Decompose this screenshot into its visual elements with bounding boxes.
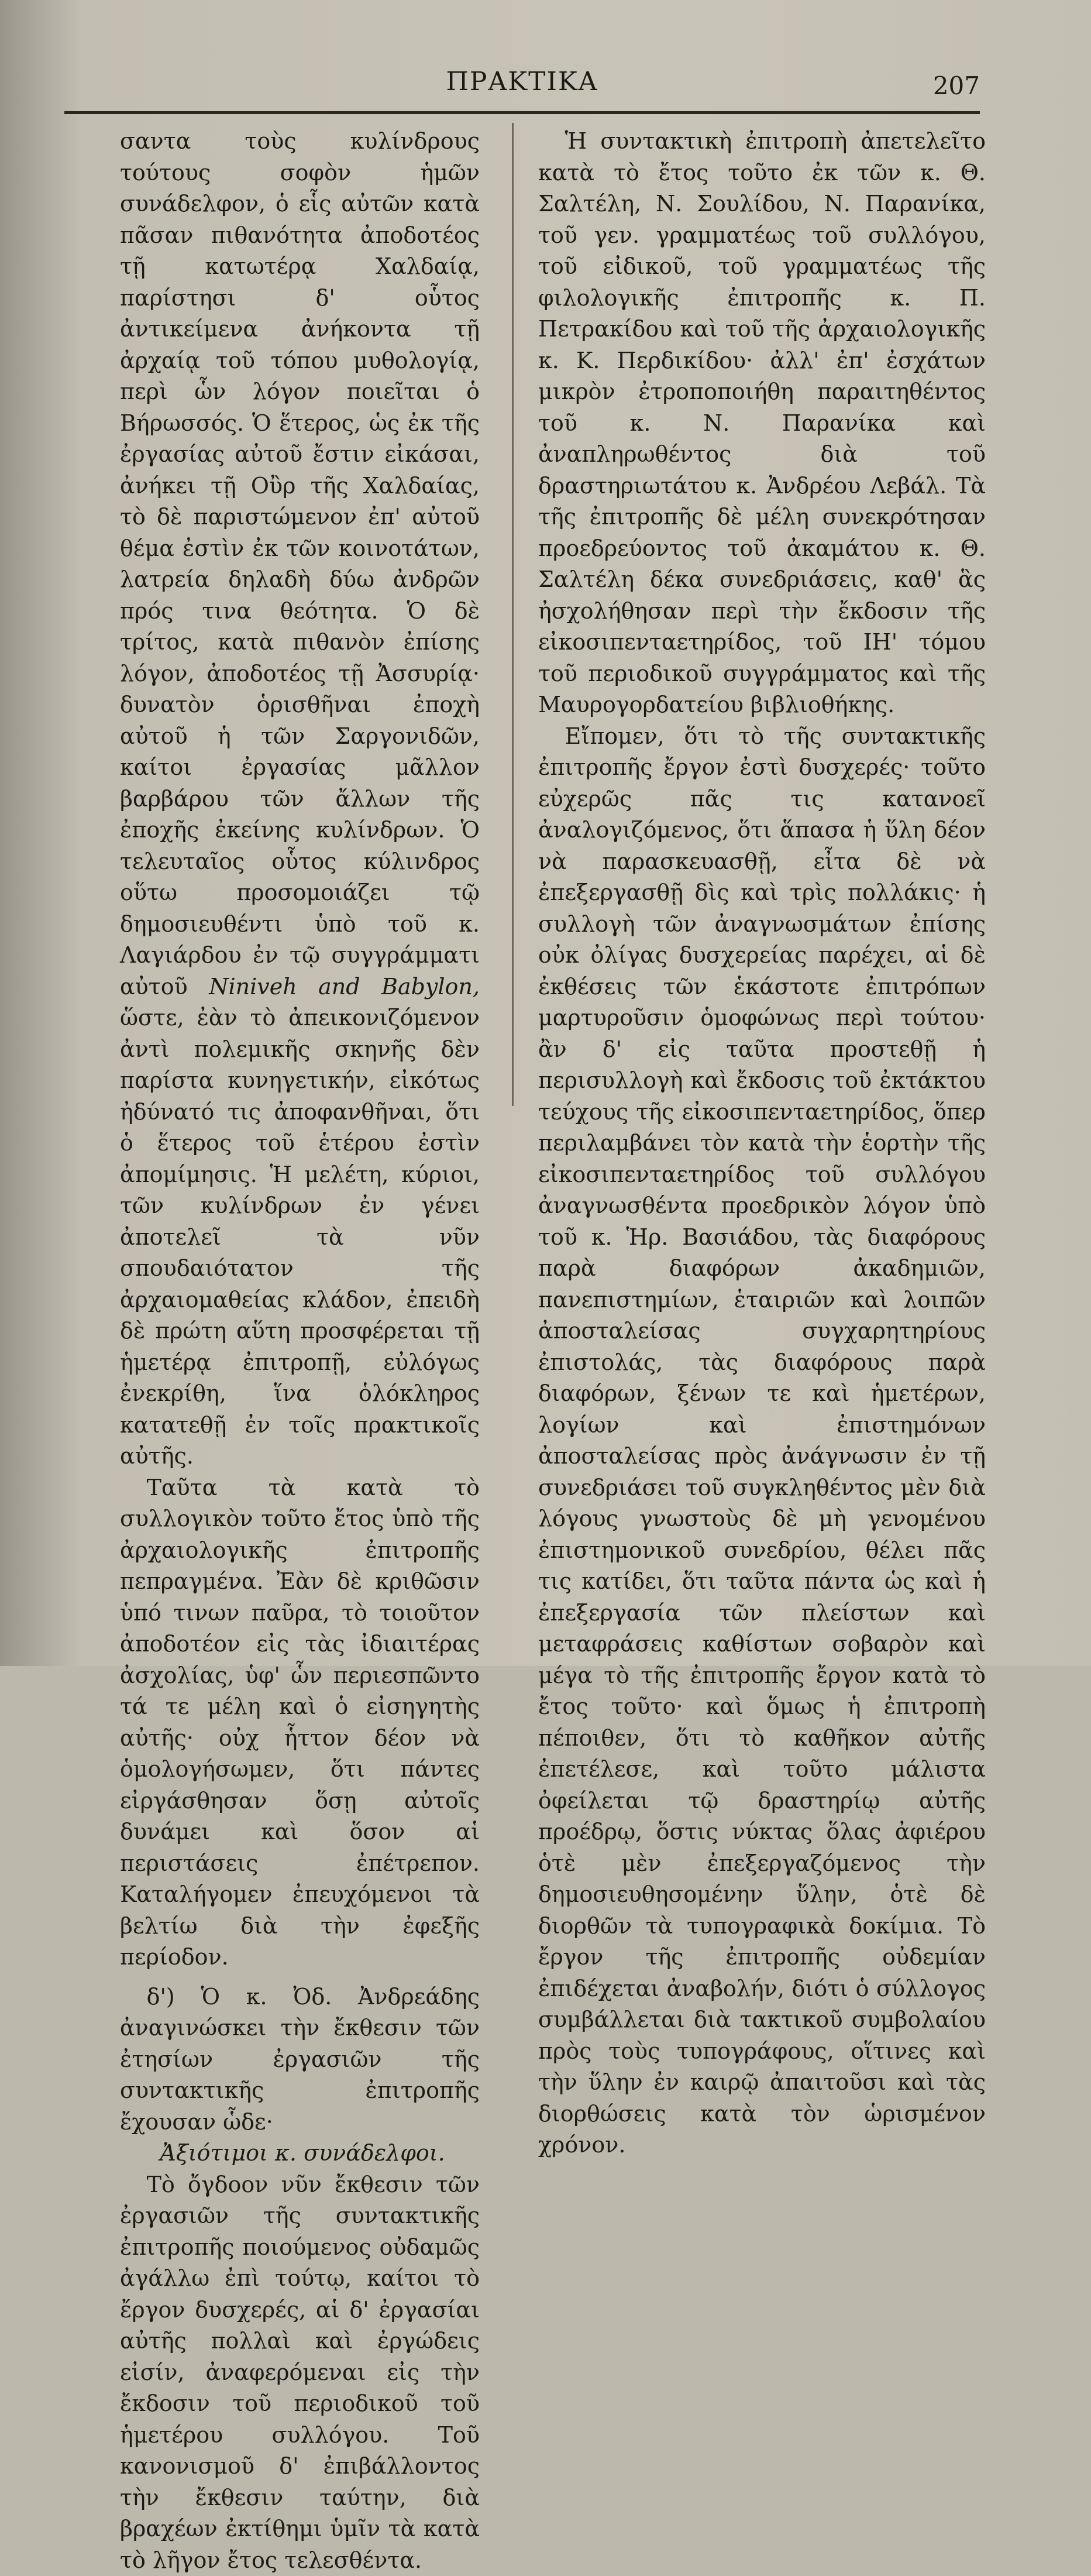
right-paragraph-2: Εἴπομεν, ὅτι τὸ τῆς συντακτικῆς ἐπιτροπῆς ἔργον ἐστὶ δυσχερές· τοῦτο εὐχερῶς πᾶς τις κατανοεῖ ἀναλογιζόμενος, ὅτι ἅπασα ἡ ὕλη δέον νὰ παρασκευασθῇ, εἶτα δὲ νὰ ἐπεξεργασθῇ δὶς καὶ τρὶς πολλάκις· ἡ συλλογὴ τῶν ἀναγνωσμάτων ἐπίσης οὐκ ὀλίγας δυσχερείας παρέχει, αἱ δὲ ἐκθέσεις τῶν ἑκάστοτε ἐπιτρόπων μαρτυροῦσιν ὁμοφώνως περὶ τούτου· ἂν δ' εἰς ταῦτα προστεθῇ ἡ περισυλλογὴ καὶ ἔκδοσις τοῦ ἐκτάκτου τεύχους τῆς εἰκοσιπενταετηρίδος, ὅπερ περιλαμβάνει τὸν κατὰ τὴν ἑορτὴν τῆς εἰκοσιπενταετηρίδος τοῦ συλλόγου ἀναγνωσθέντα προεδρικὸν λόγον ὑπὸ τοῦ κ. Ἡρ. Βασιάδου, τὰς διαφόρους παρὰ διαφόρων ἀκαδημιῶν, πανεπιστημίων, ἑταιριῶν καὶ λοιπῶν ἀποσταλείσας συγχαρητηρίους ἐπιστολάς, τὰς διαφόρους παρὰ διαφόρων, ξένων τε καὶ ἡμετέρων, λογίων καὶ ἐπιστημόνων ἀποσταλείσας πρὸς ἀνάγνωσιν ἐν τῇ συνεδριάσει τοῦ συγκληθέντος μὲν διὰ λόγους γνωστοὺς δὲ μὴ γενομένου ἐπιστημονικοῦ συνεδρίου, θέλει πᾶς τις κατίδει, ὅτι ταῦτα πάντα ὡς καὶ ἡ ἐπεξεργασία τῶν πλείστων καὶ μεταφράσεις καθίστων σοβαρὸν καὶ μέγα τὸ τῆς ἐπιτροπῆς ἔργον κατὰ τὸ ἔτος τοῦτο· καὶ ὅμως ἡ ἐπιτροπὴ πέποιθεν, ὅτι τὸ καθῆκον αὐτῆς ἐπετέλεσε, καὶ τοῦτο μάλιστα ὀφείλεται τῷ δραστηρίῳ αὐτῆς προέδρῳ, ὅστις νύκτας ὅλας ἀφιέρου ὁτὲ μὲν ἐπεξεργαζόμενος τὴν δημοσιευθησομένην ὕλην, ὁτὲ δὲ διορθῶν τὰ τυπογραφικὰ δοκίμια. Τὸ ἔργον τῆς ἐπιτροπῆς οὐδεμίαν ἐπιδέχεται ἀναβολήν, διότι ὁ σύλλογος συμβάλλεται διὰ τακτικοῦ συμβολαίου πρὸς τοὺς τυπογράφους, οἵτινες καὶ τὴν ὕλην ἐν καιρῷ ἀπαιτοῦσι καὶ τὰς διορθώσεις κατὰ τὸν ὡρισμένον χρόνον. [538,721,986,2161]
left-paragraph-1-text: σαντα τοὺς κυλίνδρους τούτους σοφὸν ἡμῶν συνάδελφον, ὁ εἷς αὐτῶν κατὰ πᾶσαν πιθανότητα ἀποδοτέος τῇ κατωτέρᾳ Χαλδαίᾳ, παρίστησι δ' οὗτος ἀντικείμενα ἀνήκοντα τῇ ἀρχαίᾳ τοῦ τόπου μυθολογίᾳ, περὶ ὧν λόγον ποιεῖται ὁ Βήρωσσός. Ὁ ἕτερος, ὡς ἐκ τῆς ἐργασίας αὐτοῦ ἔστιν εἰκάσαι, ἀνήκει τῇ Οὒρ τῆς Χαλδαίας, τὸ δὲ παριστώμενον ἐπ' αὐτοῦ θέμα ἐστὶν ἐκ τῶν κοινοτάτων, λατρεία δηλαδὴ δύω ἀνδρῶν πρός τινα θεότητα. Ὁ δὲ τρίτος, κατὰ πιθανὸν ἐπίσης λόγον, ἀποδοτέος τῇ Ἀσσυρίᾳ· δυνατὸν ὁρισθῆναι ἐποχὴ αὐτοῦ ἡ τῶν Σαργονιδῶν, καίτοι ἐργασίας μᾶλλον βαρβάρου τῶν ἄλλων τῆς ἐποχῆς ἐκείνης κυλίνδρων. Ὁ τελευταῖος οὗτος κύλινδρος οὕτω προσομοιάζει τῷ δημοσιευθέντι ὑπὸ τοῦ κ. Λαγιάρδου ἐν τῷ συγγράμματι αὐτοῦ [120,128,480,1000]
header-rule [64,111,980,114]
page-number: 207 [933,71,980,100]
left-paragraph-4: Τὸ ὄγδοον νῦν ἔκθεσιν τῶν ἐργασιῶν τῆς συντακτικῆς ἐπιτροπῆς ποιούμενος οὐδαμῶς ἀγάλλω ἐπὶ τούτῳ, καίτοι τὸ ἔργον δυσχερές, αἱ δ' ἐργασίαι αὐτῆς πολλαὶ καὶ ἐργώδεις εἰσίν, ἀναφερόμεναι εἰς τὴν ἔκδοσιν τοῦ περιοδικοῦ τοῦ ἡμετέρου συλλόγου. Τοῦ κανονισμοῦ δ' ἐπιβάλλοντος τὴν ἔκθεσιν ταύτην, διὰ βραχέων ἐκτίθημι ὑμῖν τὰ κατὰ τὸ λῆγον ἔτος τελεσθέντα. [120,2169,480,2576]
latin-book-title: Niniveh and Babylon, [209,974,480,1000]
left-paragraph-1 [120,126,480,1472]
salutation: Ἀξιότιμοι κ. συνάδελφοι. [120,2138,480,2169]
left-paragraph-3: δ') Ὁ κ. Ὀδ. Ἀνδρεάδης ἀναγινώσκει τὴν ἔκθεσιν τῶν ἐτησίων ἐργασιῶν τῆς συντακτικῆς ἐπιτροπῆς ἔχουσαν ὧδε· [120,1981,480,2138]
left-paragraph-1-end: ὥστε, ἐὰν τὸ ἀπεικονιζόμενον ἀντὶ πολεμικῆς σκηνῆς δὲν παρίστα κυνηγετικήν, εἰκότως ἠδύνατό τις ἀποφανθῆναι, ὅτι ὁ ἕτερος τοῦ ἑτέρου ἐστὶν ἀπομίμησις. Ἡ μελέτη, κύριοι, τῶν κυλίνδρων ἐν γένει ἀποτελεῖ τὰ νῦν σπουδαιότατον τῆς ἀρχαιομαθείας κλάδον, ἐπειδὴ δὲ πρώτη αὕτη προσφέρεται τῇ ἡμετέρᾳ ἐπιτροπῇ, εὐλόγως ἐνεκρίθη, ἵνα ὁλόκληρος κατατεθῇ ἐν τοῖς πρακτικοῖς αὐτῆς. [120,1005,480,1469]
right-paragraph-1: Ἡ συντακτικὴ ἐπιτροπὴ ἀπετελεῖτο κατὰ τὸ ἔτος τοῦτο ἐκ τῶν κ. Θ. Σαλτέλη, Ν. Σουλίδου, Ν. Παρανίκα, τοῦ γεν. γραμματέως τοῦ συλλόγου, τοῦ εἰδικοῦ, τοῦ γραμματέως τῆς φιλολογικῆς ἐπιτροπῆς κ. Π. Πετρακίδου καὶ τοῦ τῆς ἀρχαιολογικῆς κ. Κ. Περδικίδου· ἀλλ' ἐπ' ἐσχάτων μικρὸν ἐτροποποιήθη παραιτηθέντος τοῦ κ. Ν. Παρανίκα καὶ ἀναπληρωθέντος διὰ τοῦ δραστηριωτάτου κ. Ἀνδρέου Λεβάλ. Τὰ τῆς ἐπιτροπῆς δὲ μέλη συνεκρότησαν προεδρεύοντος τοῦ ἀκαμάτου κ. Θ. Σαλτέλη δέκα συνεδριάσεις, καθ' ἃς ἠσχολήθησαν περὶ τὴν ἔκδοσιν τῆς εἰκοσιπενταετηρίδος, τοῦ ΙΗ' τόμου τοῦ περιοδικοῦ συγγράμματος καὶ τῆς Μαυρογορδατείου βιβλιοθήκης. [538,126,986,721]
left-paragraph-2: Ταῦτα τὰ κατὰ τὸ συλλογικὸν τοῦτο ἔτος ὑπὸ τῆς ἀρχαιολογικῆς ἐπιτροπῆς πεπραγμένα. Ἐὰν δὲ κριθῶσιν ὑπό τινων παῦρα, τὸ τοιοῦτον ἀποδοτέον εἰς τὰς ἰδιαιτέρας ἀσχολίας, ὑφ' ὧν περιεσπῶντο τά τε μέλη καὶ ὁ εἰσηγητὴς αὐτῆς· οὐχ ἧττον δέον νὰ ὁμολογήσωμεν, ὅτι πάντες εἰργάσθησαν ὅσῃ αὐτοῖς δυνάμει καὶ ὅσον αἱ περιστάσεις ἐπέτρεπον. Καταλήγομεν ἐπευχόμενοι τὰ βελτίω διὰ τὴν ἐφεξῆς περίοδον. [120,1472,480,1973]
column-divider [512,123,514,1106]
running-title: ΠΡΑΚΤΙΚΑ [64,67,980,97]
left-column [120,126,480,2576]
right-column [538,126,986,2161]
page-header [64,64,980,105]
